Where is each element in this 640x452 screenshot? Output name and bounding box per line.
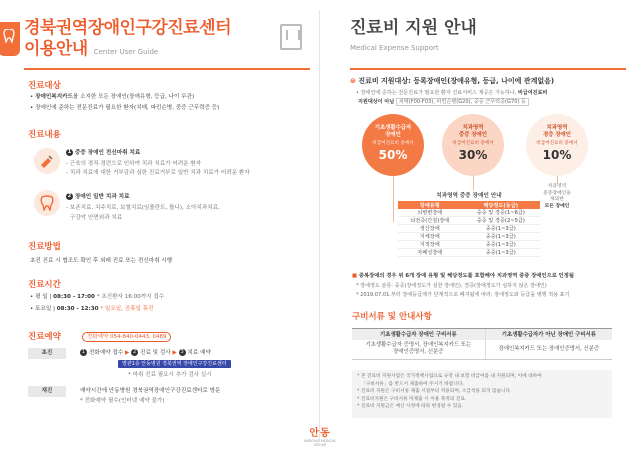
- dup-line-3: * 2019.07.01.부터 장애등급제가 단계적으로 폐지됨에 따라, 장애정도와 등급을 병행 적용 표기: [356, 292, 570, 298]
- docs-header-recipient: 기초생활수급자 장애인 구비서류: [352, 329, 485, 340]
- content-item-2-title: 2 장애인 일반 치과 치료: [67, 193, 130, 200]
- support-line-1: • 장애인에 준하는 전문진료가 필요한 환자 진료서비스 제공은 가능하나, 비급여진료비: [356, 90, 548, 96]
- left-header: [0, 14, 320, 72]
- right-header-rule: [350, 68, 626, 70]
- first-visit-note: * 마취 진료 필요시 추가 검사 실시: [128, 372, 212, 378]
- table-row: 지적장애 중증(1~3급): [398, 241, 540, 249]
- revisit-line-2: * 전화예약 필수(인터넷 예약 불가): [80, 398, 165, 404]
- target-line-1: • 장애인복지카드를 소지한 모든 장애인(장애유형, 등급, 나이 무관): [30, 94, 195, 100]
- center-location-badge: 별관1층 안동병원 경북권역 장애인구강진료센터: [118, 360, 231, 368]
- first-visit-steps: 1 전화예약 접수 ▶ 2 진료 및 검사 ▶ 3 치료 예약: [81, 349, 211, 356]
- table-row: 뇌병변장애 중증 및 경증(1~6급): [398, 209, 540, 217]
- badge-3-note: 치과영역 중증장애인을 제외한 모든 장애인: [543, 184, 571, 209]
- method-heading: 진료방법: [28, 242, 61, 252]
- content-heading: 진료내용: [28, 130, 61, 140]
- connector-3: [557, 176, 558, 184]
- notice-list: * 본 진료비 지원사업은 국가정책사업으로 규정 내 보험 비급여를 내 지원되며, 이에 대하여 「구비서류」를 반드시 제출하여 주시기 바랍니다. * 진료비 지원은 구비서류 제출 시점부터 적용되며, 소급적용 되지 않습니다. * 진료비지원은 구비서류 미제출 시 이용 목적의 진료. * 진료비 지원금은 예산 사정에 따라 변경될 수 있음.: [357, 374, 542, 409]
- revisit-label: 재진: [28, 386, 66, 397]
- connector-1: [393, 176, 394, 222]
- content-item-1-title: 1 중증 장애인 전신마취 치료: [67, 149, 141, 156]
- weekday-hours: • 평 일 | 08:30 - 17:00 * 초진환자 16:00까지 접수: [30, 294, 165, 300]
- criteria-header-type: 장애유형: [398, 201, 462, 209]
- connector-2: [473, 176, 474, 190]
- method-line: 초진 진료 시 협조도 확인 후 외래 진료 또는 전신마취 시행: [30, 258, 173, 264]
- tooth-treatment-icon: [34, 190, 60, 216]
- anesthesia-icon: [34, 148, 60, 174]
- table-row: 지체장애 중증(1~3급): [398, 233, 540, 241]
- dup-line-2: * 장애정도 분류: 중증(장애정도가 심한 장애인), 경증(장애정도가 심하지 않은 장애인): [356, 283, 547, 289]
- right-header: [320, 14, 640, 72]
- target-line-2: • 장애인에 준하는 전문진료가 필요한 환자(치매, 파킨슨병, 중증 근무력증 등): [30, 105, 220, 111]
- criteria-table: [398, 201, 540, 257]
- right-title: 진료비 지원 안내: [350, 18, 477, 38]
- table-row: 뇌전증(간질)장애 중증 및 경증(2~5급): [398, 217, 540, 225]
- support-badge-2: 치과영역 중증 장애인 비급여진료비 중에서 30%: [442, 114, 504, 176]
- time-heading: 진료시간: [28, 280, 61, 290]
- phone-reservation-tag[interactable]: 전화예약 054-840-0443, 0489: [82, 332, 171, 342]
- support-badge-3: 치과영역 경증 장애인 비급여진료비 중에서 10%: [526, 114, 588, 176]
- dup-line-1: ■ 중복장애의 경우 위 6개 장애 유형 및 해당정도를 포함해야 치과영역 중증 장애인으로 인정됨: [352, 273, 575, 279]
- left-header-rule: [24, 68, 310, 70]
- content-item-1-line-2: - 치과 치료에 대한 거부감과 심한 진료거부로 일반 치과 치료가 어려운 환자: [66, 170, 250, 176]
- docs-header-non-recipient: 기초생활수급자가 아닌 장애인 구비서류: [485, 329, 612, 340]
- saturday-hours: • 토요일 | 08:30 - 12:30 * 일요일, 공휴일 휴진: [30, 306, 154, 312]
- left-title: 경북권역장애인구강진료센터 이용안내 Center User Guide: [24, 18, 231, 59]
- support-line-2: 지원대상이 아님 치매(F00-F03), 파킨슨병(G20), 중증 근무력증(G70) 등: [358, 98, 529, 107]
- support-badge-1: 기초생활수급자 장애인 비급여진료비 중에서 50%: [362, 114, 424, 176]
- docs-heading: 구비서류 및 안내사항: [352, 312, 432, 322]
- left-subtitle: Center User Guide: [93, 48, 159, 56]
- notice-box: [352, 370, 612, 418]
- table-row: 기초생활수급자 증명서, 장애인복지카드 또는 장애인증명서, 신분증 장애인복지카드 또는 장애인증명서, 신분증: [352, 340, 612, 360]
- info-icon: ⊜: [350, 77, 356, 85]
- table-row: 정신장애 중증(1~3급): [398, 225, 540, 233]
- hospital-logo: 안동 ANDONG MEDICAL GROUP: [303, 428, 337, 447]
- support-heading: ⊜ 진료비 지원대상: 등록장애인(장애유형, 등급, 나이에 관계없음): [350, 77, 555, 85]
- criteria-header-degree: 해당정도(등급): [462, 201, 541, 209]
- table-row: 자폐성장애 중증(1~3급): [398, 249, 540, 257]
- target-heading: 진료대상: [28, 81, 61, 91]
- tooth-icon: [0, 22, 20, 56]
- docs-table: [352, 328, 612, 360]
- revisit-line-1: 예약시간에 안동병원 경북권역장애인구강진료센터로 방문: [80, 388, 221, 394]
- content-item-2-line-1: - 보존치료, 치주치료, 보철치료(임플란트, 틀니), 소아치과치료,: [66, 205, 220, 211]
- reserve-heading: 진료예약: [28, 332, 61, 342]
- criteria-title: 치과영역 중증 장애인 안내: [436, 193, 502, 199]
- content-item-2-line-2: 구강악 안면외과 치료: [70, 215, 123, 221]
- right-subtitle: Medical Expense Support: [350, 44, 439, 52]
- first-visit-label: 초진: [28, 348, 66, 359]
- content-item-1-line-1: - 근육의 경직·경련으로 인하여 치과 치료가 어려운 환자: [66, 161, 202, 167]
- building-icon: [280, 24, 302, 50]
